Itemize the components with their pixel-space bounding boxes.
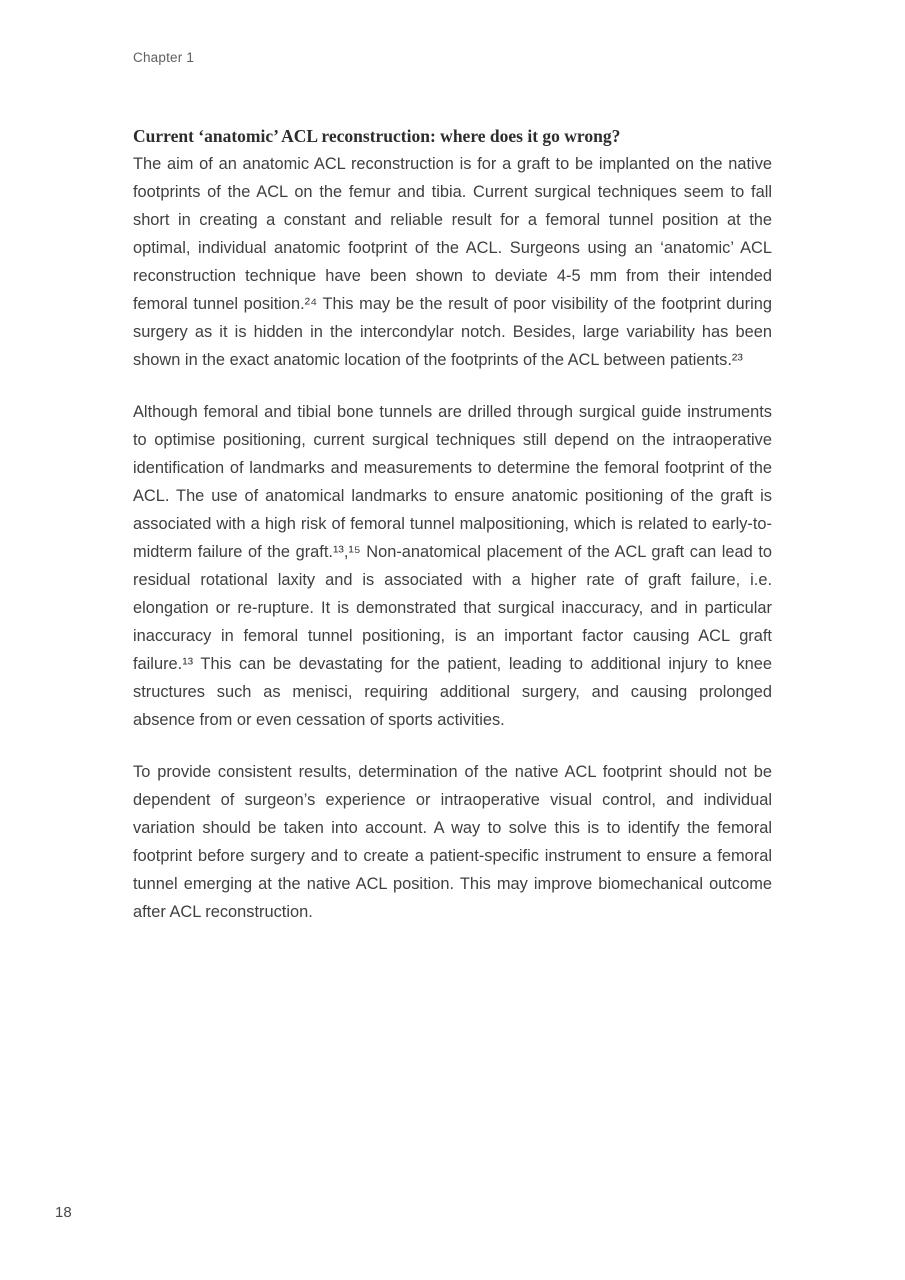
page-number: 18 bbox=[55, 1204, 72, 1221]
running-header: Chapter 1 bbox=[133, 50, 195, 65]
paragraph-3: To provide consistent results, determination of the native ACL footprint should not be dependent of surgeon’s experience or intraoperative visual control, and individual variation should be taken into account. A way to solve this is to identify the femoral footprint before surgery and to create a patient-specific instrument to ensure a femoral tunnel emerging at the native ACL position. This may improve biomechanical outcome after ACL reconstruction. bbox=[133, 763, 772, 921]
paragraph-2: Although femoral and tibial bone tunnels are drilled through surgical guide instruments to optimise positioning, current surgical techniques still depend on the intraoperative identification of landmarks and measurements to determine the femoral footprint of the ACL. The use of anatomical landmarks to ensure anatomic positioning of the graft is associated with a high risk of femoral tunnel malpositioning, which is related to early-to-midterm failure of the graft.¹³,¹⁵ Non-anatomical placement of the ACL graft can lead to residual rotational laxity and is associated with a higher rate of graft failure, i.e. elongation or re-rupture. It is demonstrated that surgical inaccuracy, and in particular inaccuracy in femoral tunnel positioning, is an important factor causing ACL graft failure.¹³ This can be devastating for the patient, leading to additional injury to knee structures such as menisci, requiring additional surgery, and causing prolonged absence from or even cessation of sports activities. bbox=[133, 403, 772, 729]
paragraph-1: The aim of an anatomic ACL reconstruction is for a graft to be implanted on the native footprints of the ACL on the femur and tibia. Current surgical techniques seem to fall short in creating a constant and reliable result for a femoral tunnel position at the optimal, individual anatomic footprint of the ACL. Surgeons using an ‘anatomic’ ACL reconstruction technique have been shown to deviate 4-5 mm from their intended femoral tunnel position.²⁴ This may be the result of poor visibility of the footprint during surgery as it is hidden in the intercondylar notch. Besides, large variability has been shown in the exact anatomic location of the footprints of the ACL between patients.²³ bbox=[133, 155, 772, 369]
section-heading: Current ‘anatomic’ ACL reconstruction: where does it go wrong? bbox=[133, 126, 621, 146]
